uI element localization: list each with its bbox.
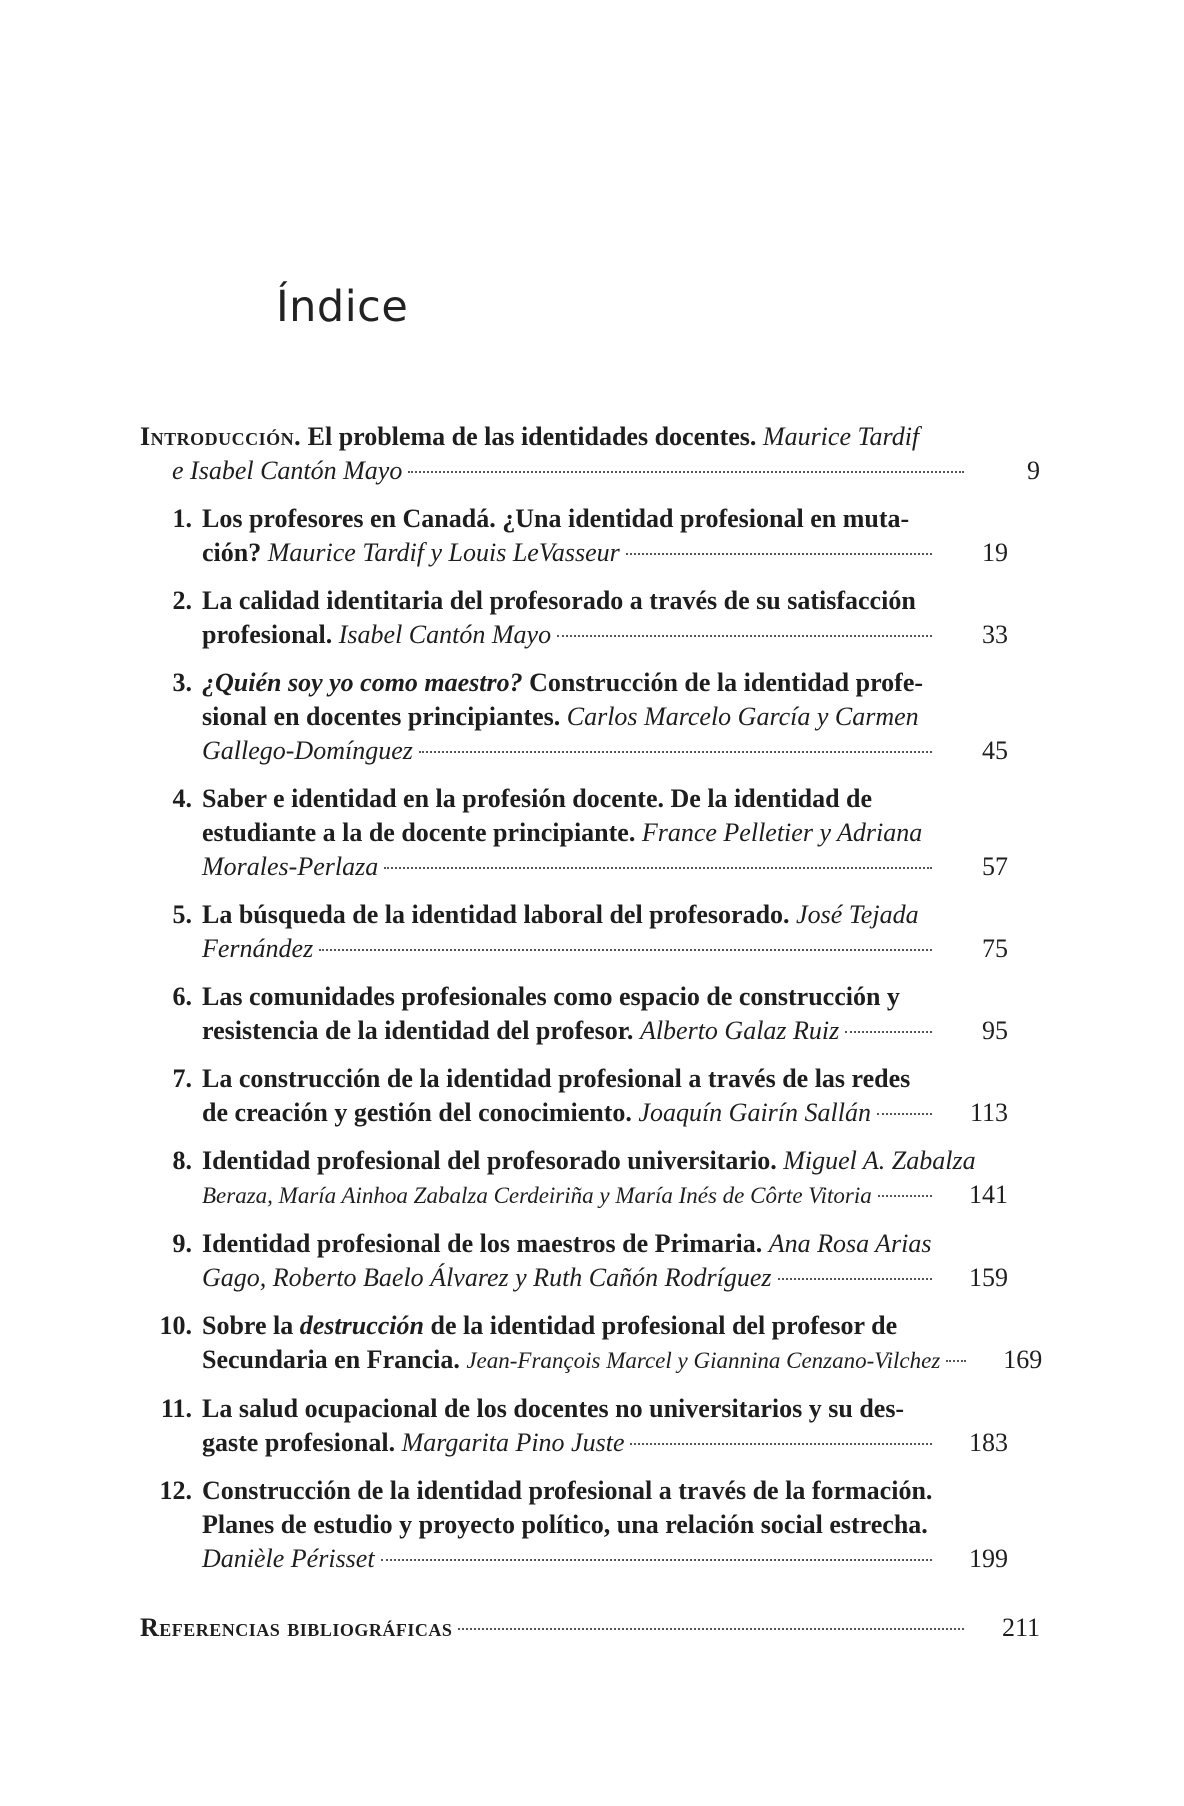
dot-leader — [381, 1559, 932, 1561]
chapter-title: de la identidad profesional del profesor de — [430, 1311, 898, 1340]
page-number: 211 — [1001, 1613, 1040, 1642]
toc-entry — [140, 666, 1042, 768]
chapter-title-cont: sional en docentes principiantes. — [202, 702, 561, 731]
chapter-authors-cont: Beraza, María Ainhoa Zabalza Cerdeiriña y María Inés de Côrte Vitoria — [202, 1183, 872, 1208]
toc-entry — [140, 1474, 1042, 1576]
toc-entry — [140, 898, 1042, 966]
chapter-number: 10. — [159, 1311, 192, 1340]
chapter-number: 2. — [172, 586, 192, 615]
dot-leader — [845, 1031, 932, 1033]
chapter-authors: Isabel Cantón Mayo — [338, 620, 552, 649]
dot-leader — [630, 1443, 932, 1445]
chapter-title-cont: gaste profesional. — [202, 1428, 396, 1457]
intro-label: Introducción. — [140, 422, 302, 451]
page-number: 113 — [969, 1098, 1008, 1127]
dot-leader — [946, 1360, 966, 1362]
chapter-authors: Jean-François Marcel y Giannina Cenzano-Vilchez — [466, 1348, 941, 1373]
table-of-contents — [140, 420, 1042, 1645]
chapter-authors-cont: Morales-Perlaza — [202, 852, 379, 881]
chapter-authors-cont: Gago, Roberto Baelo Álvarez y Ruth Cañón Rodríguez — [202, 1263, 772, 1292]
chapter-number: 12. — [159, 1476, 192, 1505]
intro-title: El problema de las identidades docentes. — [307, 422, 757, 451]
chapter-number: 8. — [172, 1146, 192, 1175]
dot-leader — [419, 751, 932, 753]
toc-entry — [140, 1309, 1042, 1378]
toc-entry — [140, 1227, 1042, 1295]
chapter-authors: Alberto Galaz Ruiz — [639, 1016, 840, 1045]
toc-entry — [140, 584, 1042, 652]
intro-authors: Maurice Tardif — [762, 422, 920, 451]
toc-entry — [140, 502, 1042, 570]
chapter-authors: José Tejada — [796, 900, 919, 929]
page-number: 57 — [982, 852, 1008, 881]
chapter-title: Identidad profesional de los maestros de Primaria. — [202, 1229, 763, 1258]
dot-leader — [877, 1113, 932, 1115]
page-number: 183 — [969, 1428, 1008, 1457]
chapter-authors: Danièle Périsset — [202, 1544, 375, 1573]
toc-entry — [140, 1062, 1042, 1130]
chapter-title: La búsqueda de la identidad laboral del profesorado. — [202, 900, 790, 929]
dot-leader — [626, 553, 932, 555]
chapter-number: 9. — [172, 1229, 192, 1258]
chapter-title: La salud ocupacional de los docentes no universitarios y su des- — [202, 1394, 905, 1423]
chapter-authors-cont: Fernández — [202, 934, 314, 963]
chapter-title: Sobre la — [202, 1311, 294, 1340]
chapter-title: Identidad profesional del profesorado universitario. — [202, 1146, 777, 1175]
chapter-title: Construcción de la identidad profesional a través de la formación. — [202, 1476, 933, 1505]
page-number: 19 — [982, 538, 1008, 567]
toc-entry — [140, 980, 1042, 1048]
page-number: 159 — [969, 1263, 1008, 1292]
chapter-title-italic: destrucción — [299, 1311, 424, 1340]
chapter-authors: Joaquín Gairín Sallán — [638, 1098, 871, 1127]
dot-leader — [384, 867, 932, 869]
chapter-number: 7. — [172, 1064, 192, 1093]
toc-entry — [140, 1144, 1042, 1213]
chapter-number: 11. — [160, 1394, 192, 1423]
chapter-authors: Margarita Pino Juste — [401, 1428, 625, 1457]
dot-leader — [557, 635, 932, 637]
page-number: 199 — [969, 1544, 1008, 1573]
chapter-authors: Maurice Tardif y Louis LeVasseur — [267, 538, 620, 567]
page-number: 33 — [982, 620, 1008, 649]
dot-leader — [408, 471, 964, 473]
chapter-authors: Miguel A. Zabalza — [783, 1146, 976, 1175]
dot-leader — [458, 1628, 964, 1630]
chapter-title: La calidad identitaria del profesorado a través de su satisfacción — [202, 586, 916, 615]
page-title: Índice — [276, 282, 409, 332]
references-label: Referencias bibliográficas — [140, 1613, 453, 1642]
chapter-number: 3. — [172, 668, 192, 697]
toc-entry — [140, 782, 1042, 884]
page-number: 9 — [1027, 456, 1040, 485]
dot-leader — [778, 1278, 932, 1280]
chapter-number: 1. — [172, 504, 192, 533]
chapter-title-cont: Secundaria en Francia. — [202, 1345, 460, 1374]
chapter-title: Saber e identidad en la profesión docente. De la identidad de — [202, 784, 873, 813]
page-number: 141 — [969, 1180, 1008, 1209]
chapter-title: La construcción de la identidad profesional a través de las redes — [202, 1064, 911, 1093]
chapter-title-cont: Planes de estudio y proyecto político, una relación social estrecha. — [202, 1510, 928, 1539]
chapter-title-cont: estudiante a la de docente principiante. — [202, 818, 636, 847]
toc-entry-references — [140, 1611, 1042, 1645]
chapter-authors: Ana Rosa Arias — [768, 1229, 932, 1258]
chapter-title: Construcción de la identidad profe- — [529, 668, 924, 697]
chapter-title-cont: profesional. — [202, 620, 333, 649]
chapter-authors-cont: Gallego-Domínguez — [202, 736, 413, 765]
toc-entry — [140, 1392, 1042, 1460]
chapter-authors: France Pelletier y Adriana — [641, 818, 923, 847]
dot-leader — [878, 1195, 932, 1197]
chapter-title-cont: de creación y gestión del conocimiento. — [202, 1098, 632, 1127]
page-number: 95 — [982, 1016, 1008, 1045]
chapter-title: Las comunidades profesionales como espacio de construcción y — [202, 982, 900, 1011]
chapter-title: Los profesores en Canadá. ¿Una identidad profesional en muta- — [202, 504, 910, 533]
page-number: 45 — [982, 736, 1008, 765]
toc-entry-intro — [140, 420, 1042, 488]
page-number: 75 — [982, 934, 1008, 963]
chapter-title-cont: ción? — [202, 538, 262, 567]
chapter-number: 4. — [172, 784, 192, 813]
page-number: 169 — [1003, 1345, 1043, 1374]
chapter-title-cont: resistencia de la identidad del profesor. — [202, 1016, 634, 1045]
chapter-authors: Carlos Marcelo García y Carmen — [566, 702, 919, 731]
chapter-number: 5. — [172, 900, 192, 929]
chapter-title-italic: ¿Quién soy yo como maestro? — [202, 668, 523, 697]
dot-leader — [319, 949, 932, 951]
intro-authors-cont: e Isabel Cantón Mayo — [172, 456, 403, 485]
chapter-number: 6. — [172, 982, 192, 1011]
